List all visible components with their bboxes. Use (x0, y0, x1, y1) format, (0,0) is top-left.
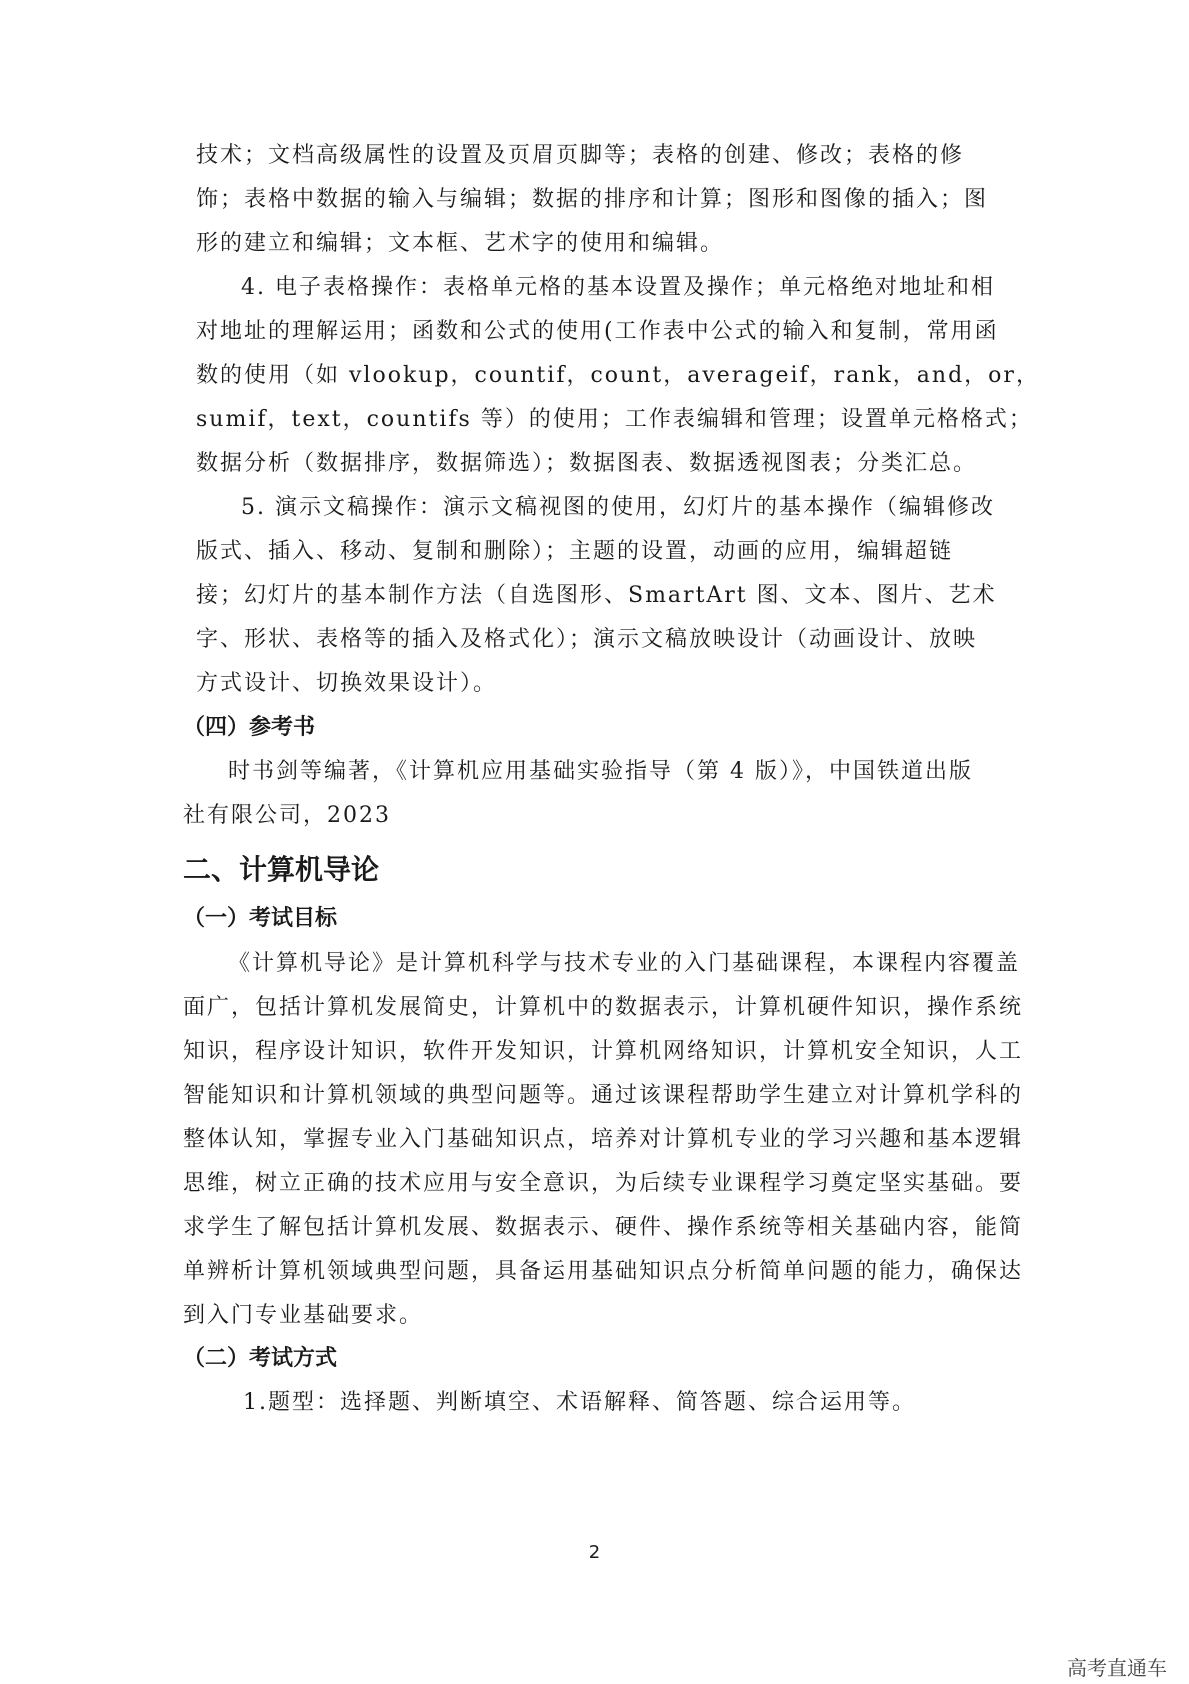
body-line: 知识，程序设计知识，软件开发知识，计算机网络知识，计算机安全知识，人工 (183, 1039, 1024, 1064)
body-line: 思维，树立正确的技术应用与安全意识，为后续专业课程学习奠定坚实基础。要 (183, 1171, 1024, 1196)
section-heading-exam-method: （二）考试方式 (183, 1346, 338, 1371)
body-line: sumif，text，countifs 等）的使用；工作表编辑和管理；设置单元格格式； (196, 407, 1033, 432)
body-line: 到入门专业基础要求。 (183, 1303, 424, 1328)
body-line: 字、形状、表格等的插入及格式化）；演示文稿放映设计（动画设计、放映 (196, 627, 978, 652)
body-line: 智能知识和计算机领域的典型问题等。通过该课程帮助学生建立对计算机学科的 (183, 1083, 1024, 1108)
body-line: 5. 演示文稿操作：演示文稿视图的使用，幻灯片的基本操作（编辑修改 (241, 495, 995, 520)
body-line: 技术；文档高级属性的设置及页眉页脚等；表格的创建、修改；表格的修 (196, 143, 965, 168)
body-line: 整体认知，掌握专业入门基础知识点，培养对计算机专业的学习兴趣和基本逻辑 (183, 1127, 1024, 1152)
body-line: 4. 电子表格操作：表格单元格的基本设置及操作；单元格绝对地址和相 (241, 275, 995, 300)
body-line: 数据分析（数据排序，数据筛选）；数据图表、数据透视图表；分类汇总。 (196, 451, 978, 476)
body-line: 1.题型：选择题、判断填空、术语解释、简答题、综合运用等。 (243, 1390, 916, 1415)
body-line: 求学生了解包括计算机发展、数据表示、硬件、操作系统等相关基础内容，能简 (183, 1215, 1024, 1240)
section-heading-reference-book: （四）参考书 (183, 715, 316, 740)
body-line: 方式设计、切换效果设计）。 (196, 671, 498, 696)
body-line: 接；幻灯片的基本制作方法（自选图形、SmartArt 图、文本、图片、艺术 (196, 583, 997, 608)
section-heading-exam-goal: （一）考试目标 (183, 906, 338, 931)
body-line: 时书剑等编著，《计算机应用基础实验指导（第 4 版）》，中国铁道出版 (228, 759, 973, 784)
body-line: 数的使用（如 vlookup，countif，count，averageif，rank，and，or， (196, 363, 1040, 388)
body-line: 社有限公司，2023 (183, 803, 391, 828)
body-line: 饰；表格中数据的输入与编辑；数据的排序和计算；图形和图像的插入；图 (196, 187, 989, 212)
chapter-heading: 二、计算机导论 (183, 853, 380, 886)
page-number: 2 (588, 1542, 601, 1563)
body-line: 面广，包括计算机发展简史，计算机中的数据表示，计算机硬件知识，操作系统 (183, 995, 1024, 1020)
body-line: 形的建立和编辑；文本框、艺术字的使用和编辑。 (196, 231, 725, 256)
body-line: 《计算机导论》是计算机科学与技术专业的入门基础课程，本课程内容覆盖 (228, 951, 1021, 976)
watermark: 高考直通车 (1067, 1656, 1167, 1680)
body-line: 版式、插入、移动、复制和删除）；主题的设置，动画的应用，编辑超链 (196, 539, 954, 564)
body-line: 单辨析计算机领域典型问题，具备运用基础知识点分析简单问题的能力，确保达 (183, 1259, 1024, 1284)
body-line: 对地址的理解运用；函数和公式的使用(工作表中公式的输入和复制，常用函 (196, 319, 999, 344)
